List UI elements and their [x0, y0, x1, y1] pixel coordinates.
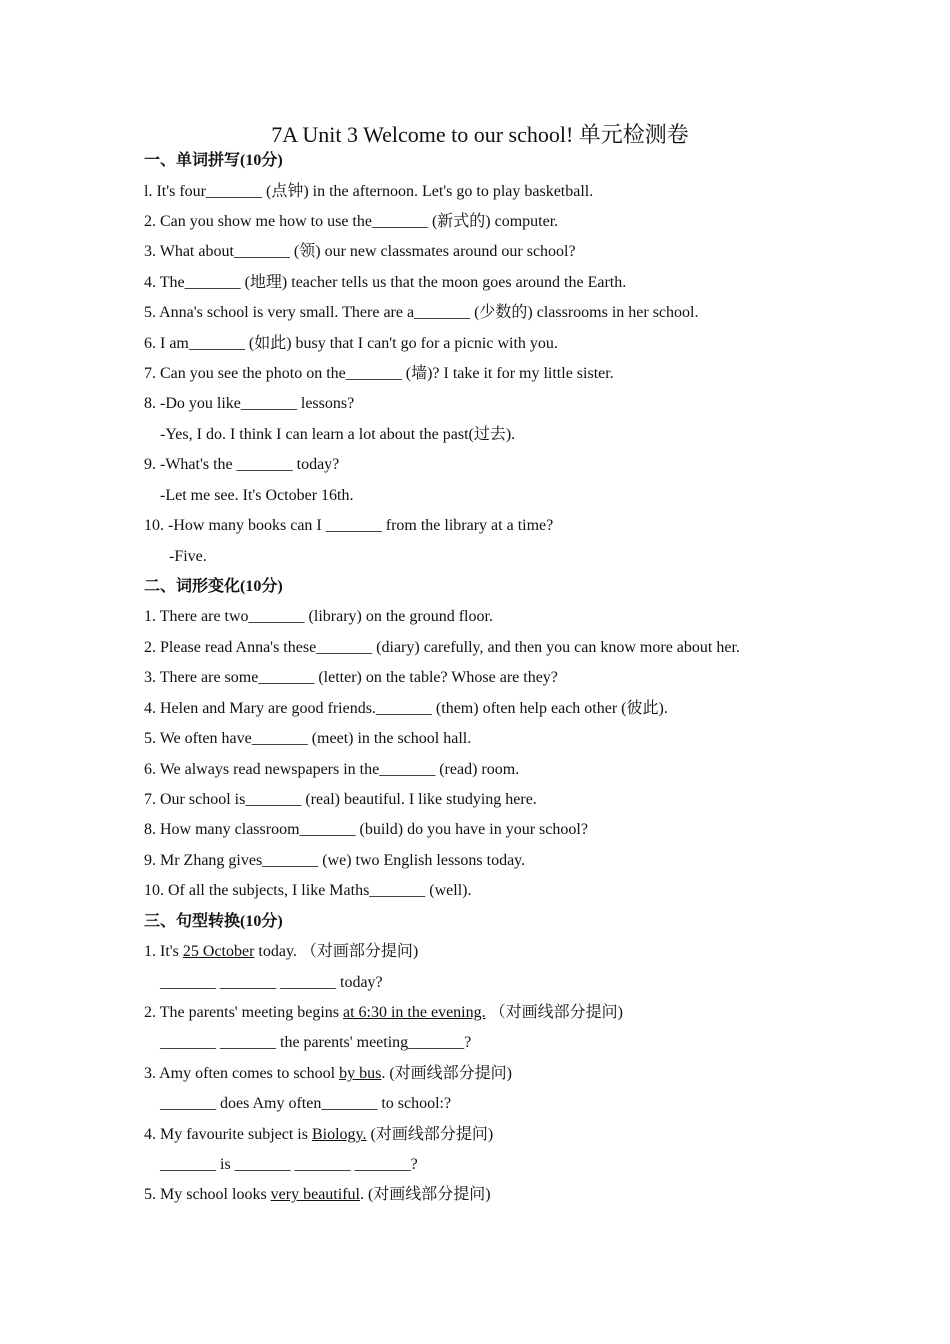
spelling-item-8: 8. -Do you like_______ lessons?	[144, 395, 355, 412]
transform-item-4-pre: 4. My favourite subject is	[144, 1126, 312, 1143]
transform-item-2-answer: _______ _______ the parents' meeting_______?	[160, 1034, 472, 1051]
transform-item-3-answer: _______ does Amy often_______ to school:?	[160, 1095, 452, 1112]
section-heading-transformation: 三、句型转换(10分)	[144, 913, 283, 930]
transform-item-2-underlined: at 6:30 in the evening.	[342, 1004, 486, 1021]
transform-item-1-answer: _______ _______ _______ today?	[160, 974, 383, 991]
spelling-item-2: 2. Can you show me how to use the_______ (新式的) computer.	[144, 213, 559, 230]
transform-item-3-underlined: by bus	[339, 1065, 382, 1082]
spelling-item-4: 4. The_______ (地理) teacher tells us that the moon goes around the Earth.	[144, 274, 627, 291]
transform-item-2-post: （对画线部分提问)	[485, 1004, 623, 1021]
word-form-item-9: 9. Mr Zhang gives_______ (we) two English lessons today.	[144, 852, 526, 869]
word-form-item-2: 2. Please read Anna's these_______ (diary) carefully, and then you can know more about her.	[144, 639, 740, 656]
spelling-item-10: 10. -How many books can I _______ from the library at a time?	[144, 517, 554, 534]
word-form-item-10: 10. Of all the subjects, I like Maths_______ (well).	[144, 882, 472, 899]
word-form-item-4: 4. Helen and Mary are good friends._______ (them) often help each other (彼此).	[144, 700, 668, 717]
transform-item-1	[144, 941, 418, 963]
section-heading-spelling: 一、单词拼写(10分)	[144, 152, 283, 169]
page-title: 7A Unit 3 Welcome to our school! 单元检测卷	[271, 122, 689, 147]
spelling-item-1: l. It's four_______ (点钟) in the afternoon. Let's go to play basketball.	[144, 183, 594, 200]
transform-item-4-underlined: Biology.	[311, 1126, 367, 1143]
spelling-item-3: 3. What about_______ (领) our new classmates around our school?	[144, 243, 576, 260]
word-form-item-3: 3. There are some_______ (letter) on the table? Whose are they?	[144, 669, 558, 686]
transform-item-1-underlined: 25 October	[182, 943, 255, 960]
transform-item-1-pre: 1. It's	[144, 943, 183, 960]
spelling-item-8-reply: -Yes, I do. I think I can learn a lot about the past(过去).	[160, 426, 516, 443]
transform-item-3	[144, 1063, 512, 1085]
transform-item-5-post: . (对画线部分提问)	[359, 1186, 491, 1203]
transform-item-3-pre: 3. Amy often comes to school	[144, 1065, 340, 1082]
transform-item-5-pre: 5. My school looks	[144, 1186, 271, 1203]
transform-item-4	[144, 1124, 493, 1146]
transform-item-4-answer: _______ is _______ _______ _______?	[160, 1156, 418, 1173]
spelling-item-9-reply: -Let me see. It's October 16th.	[160, 487, 354, 504]
word-form-item-7: 7. Our school is_______ (real) beautiful. I like studying here.	[144, 791, 537, 808]
transform-item-4-post: (对画线部分提问)	[366, 1126, 494, 1143]
spelling-item-9: 9. -What's the _______ today?	[144, 456, 340, 473]
word-form-item-8: 8. How many classroom_______ (build) do you have in your school?	[144, 821, 588, 838]
section-heading-word-forms: 二、词形变化(10分)	[144, 578, 283, 595]
word-form-item-1: 1. There are two_______ (library) on the ground floor.	[144, 608, 493, 625]
transform-item-3-post: . (对画线部分提问)	[381, 1065, 512, 1082]
transform-item-2	[144, 1002, 623, 1024]
spelling-item-6: 6. I am_______ (如此) busy that I can't go for a picnic with you.	[144, 335, 558, 352]
transform-item-1-post: today. （对画部分提问)	[254, 943, 419, 960]
spelling-item-7: 7. Can you see the photo on the_______ (墙)? I take it for my little sister.	[144, 365, 614, 382]
word-form-item-6: 6. We always read newspapers in the_______ (read) room.	[144, 761, 520, 778]
transform-item-5	[144, 1184, 491, 1206]
word-form-item-5: 5. We often have_______ (meet) in the school hall.	[144, 730, 472, 747]
spelling-item-5: 5. Anna's school is very small. There are a_______ (少数的) classrooms in her school.	[144, 304, 699, 321]
spelling-item-10-reply: -Five.	[169, 548, 207, 565]
transform-item-2-pre: 2. The parents' meeting begins	[144, 1004, 343, 1021]
transform-item-5-underlined: very beautiful	[270, 1186, 360, 1203]
